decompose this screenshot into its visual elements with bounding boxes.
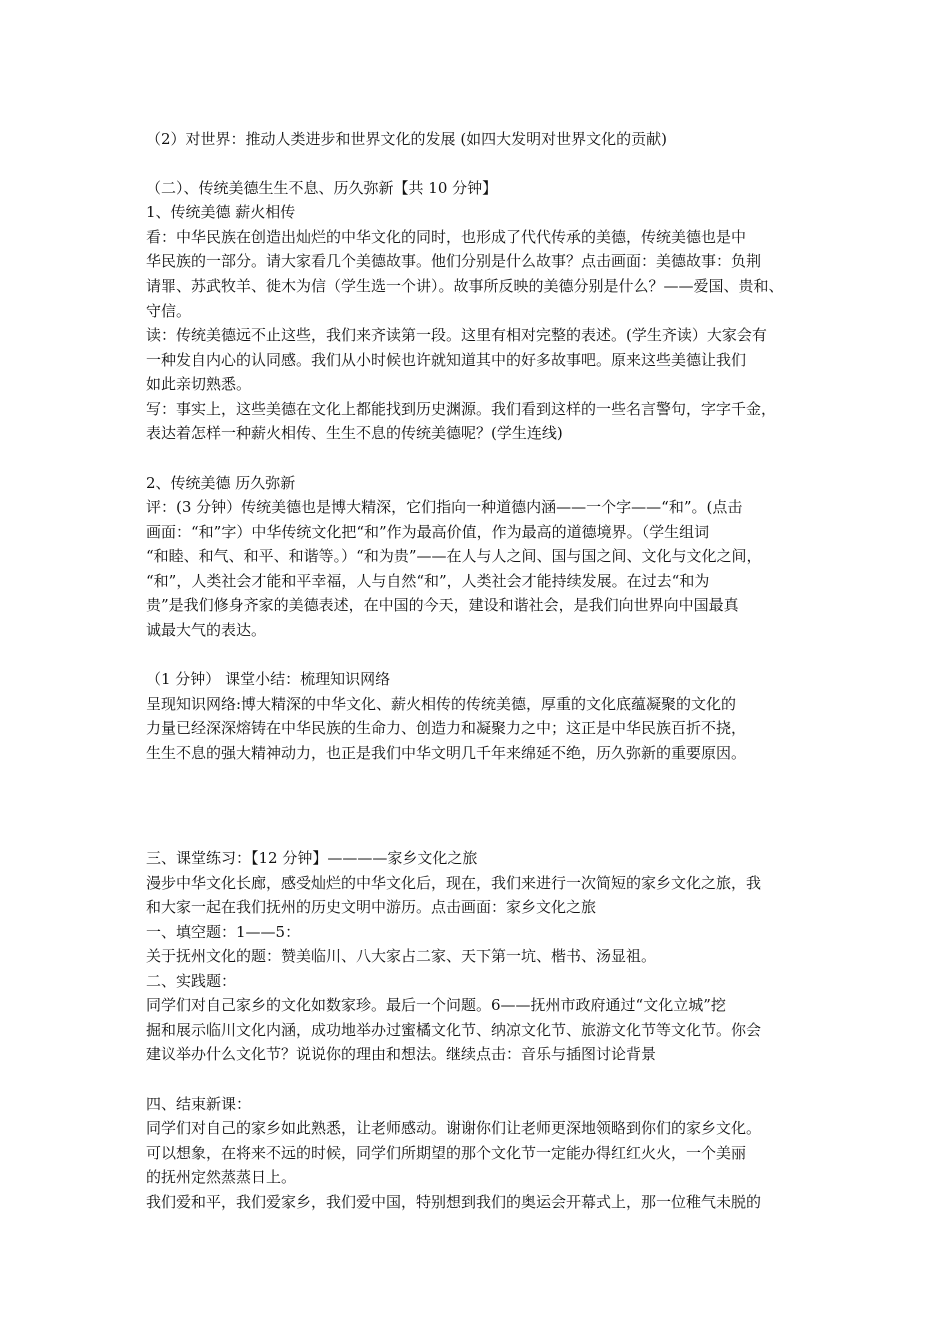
text-line: 漫步中华文化长廊，感受灿烂的中华文化后，现在，我们来进行一次简短的家乡文化之旅，我 [146, 874, 762, 892]
text-line: 贵”是我们修身齐家的美德表述，在中国的今天，建设和谐社会，是我们向世界向中国最真 [146, 596, 739, 614]
text-line: 一种发自内心的认同感。我们从小时候也许就知道其中的好多故事吧。原来这些美德让我们 [146, 351, 747, 369]
section-heading: 四、结束新课： [146, 1095, 252, 1113]
text-line: 力量已经深深熔铸在中华民族的生命力、创造力和凝聚力之中；这正是中华民族百折不挠， [146, 719, 747, 737]
section-heading: 三、课堂练习：【12 分钟】————家乡文化之旅 [146, 849, 478, 867]
text-line: 看：中华民族在创造出灿烂的中华文化的同时，也形成了代代传承的美德，传统美德也是中 [146, 228, 747, 246]
text-line: 守信。 [146, 302, 192, 320]
text-line: 我们爱和平，我们爱家乡，我们爱中国，特别想到我们的奥运会开幕式上，那一位稚气未脱的 [146, 1193, 762, 1211]
text-line: 可以想象，在将来不远的时候，同学们所期望的那个文化节一定能办得红红火火，一个美丽 [146, 1144, 747, 1162]
text-line: 同学们对自己的家乡如此熟悉，让老师感动。谢谢你们让老师更深地领略到你们的家乡文化。 [146, 1119, 762, 1137]
subsection-heading: 1、传统美德 薪火相传 [146, 203, 296, 221]
text-line: 一、填空题：1——5： [146, 923, 301, 941]
text-line: 掘和展示临川文化内涵，成功地举办过蜜橘文化节、纳凉文化节、旅游文化节等文化节。你会 [146, 1021, 762, 1039]
text-line: 表达着怎样一种薪火相传、生生不息的传统美德呢？(学生连线) [146, 424, 563, 442]
text-line: 评：(3 分钟）传统美德也是博大精深，它们指向一种道德内涵——一个字——“和”。(点击 [146, 498, 743, 516]
subsection-heading: 2、传统美德 历久弥新 [146, 474, 296, 492]
text-line: 华民族的一部分。请大家看几个美德故事。他们分别是什么故事？点击画面：美德故事：负荆 [146, 252, 762, 270]
text-line: 写：事实上，这些美德在文化上都能找到历史渊源。我们看到这样的一些名言警句，字字千金， [146, 400, 777, 418]
text-line: 生生不息的强大精神动力，也正是我们中华文明几千年来绵延不绝，历久弥新的重要原因。 [146, 744, 747, 762]
text-line: 的抚州定然蒸蒸日上。 [146, 1168, 297, 1186]
text-line: 诚最大气的表达。 [146, 621, 267, 639]
text-line: 和大家一起在我们抚州的历史文明中游历。点击画面：家乡文化之旅 [146, 898, 597, 916]
text-line: 关于抚州文化的题：赞美临川、八大家占二家、天下第一坑、楷书、汤显祖。 [146, 947, 657, 965]
section-heading: （1 分钟） 课堂小结：梳理知识网络 [146, 670, 391, 688]
text-line: 呈现知识网络:博大精深的中华文化、薪火相传的传统美德，厚重的文化底蕴凝聚的文化的 [146, 695, 737, 713]
text-line: 画面：“和”字）中华传统文化把“和”作为最高价值，作为最高的道德境界。（学生组词 [146, 523, 710, 541]
text-line: 建议举办什么文化节？说说你的理由和想法。继续点击：音乐与插图讨论背景 [146, 1045, 657, 1063]
text-line: “和”，人类社会才能和平幸福，人与自然“和”，人类社会才能持续发展。在过去“和为 [146, 572, 710, 590]
text-line: 读：传统美德远不止这些，我们来齐读第一段。这里有相对完整的表述。(学生齐读）大家会有 [146, 326, 767, 344]
text-line: 二、实践题： [146, 972, 237, 990]
section-heading: （二）、传统美德生生不息、历久弥新【共 10 分钟】 [146, 179, 498, 197]
text-line: 请罪、苏武牧羊、徙木为信（学生选一个讲）。故事所反映的美德分别是什么？——爱国、贵和、 [146, 277, 784, 295]
text-line: （2）对世界：推动人类进步和世界文化的发展 (如四大发明对世界文化的贡献) [146, 130, 668, 148]
text-line: 同学们对自己家乡的文化如数家珍。最后一个问题。6——抚州市政府通过“文化立城”挖 [146, 996, 726, 1014]
text-line: 如此亲切熟悉。 [146, 375, 252, 393]
text-line: “和睦、和气、和平、和谐等。）“和为贵”——在人与人之间、国与国之间、文化与文化之间， [146, 547, 762, 565]
